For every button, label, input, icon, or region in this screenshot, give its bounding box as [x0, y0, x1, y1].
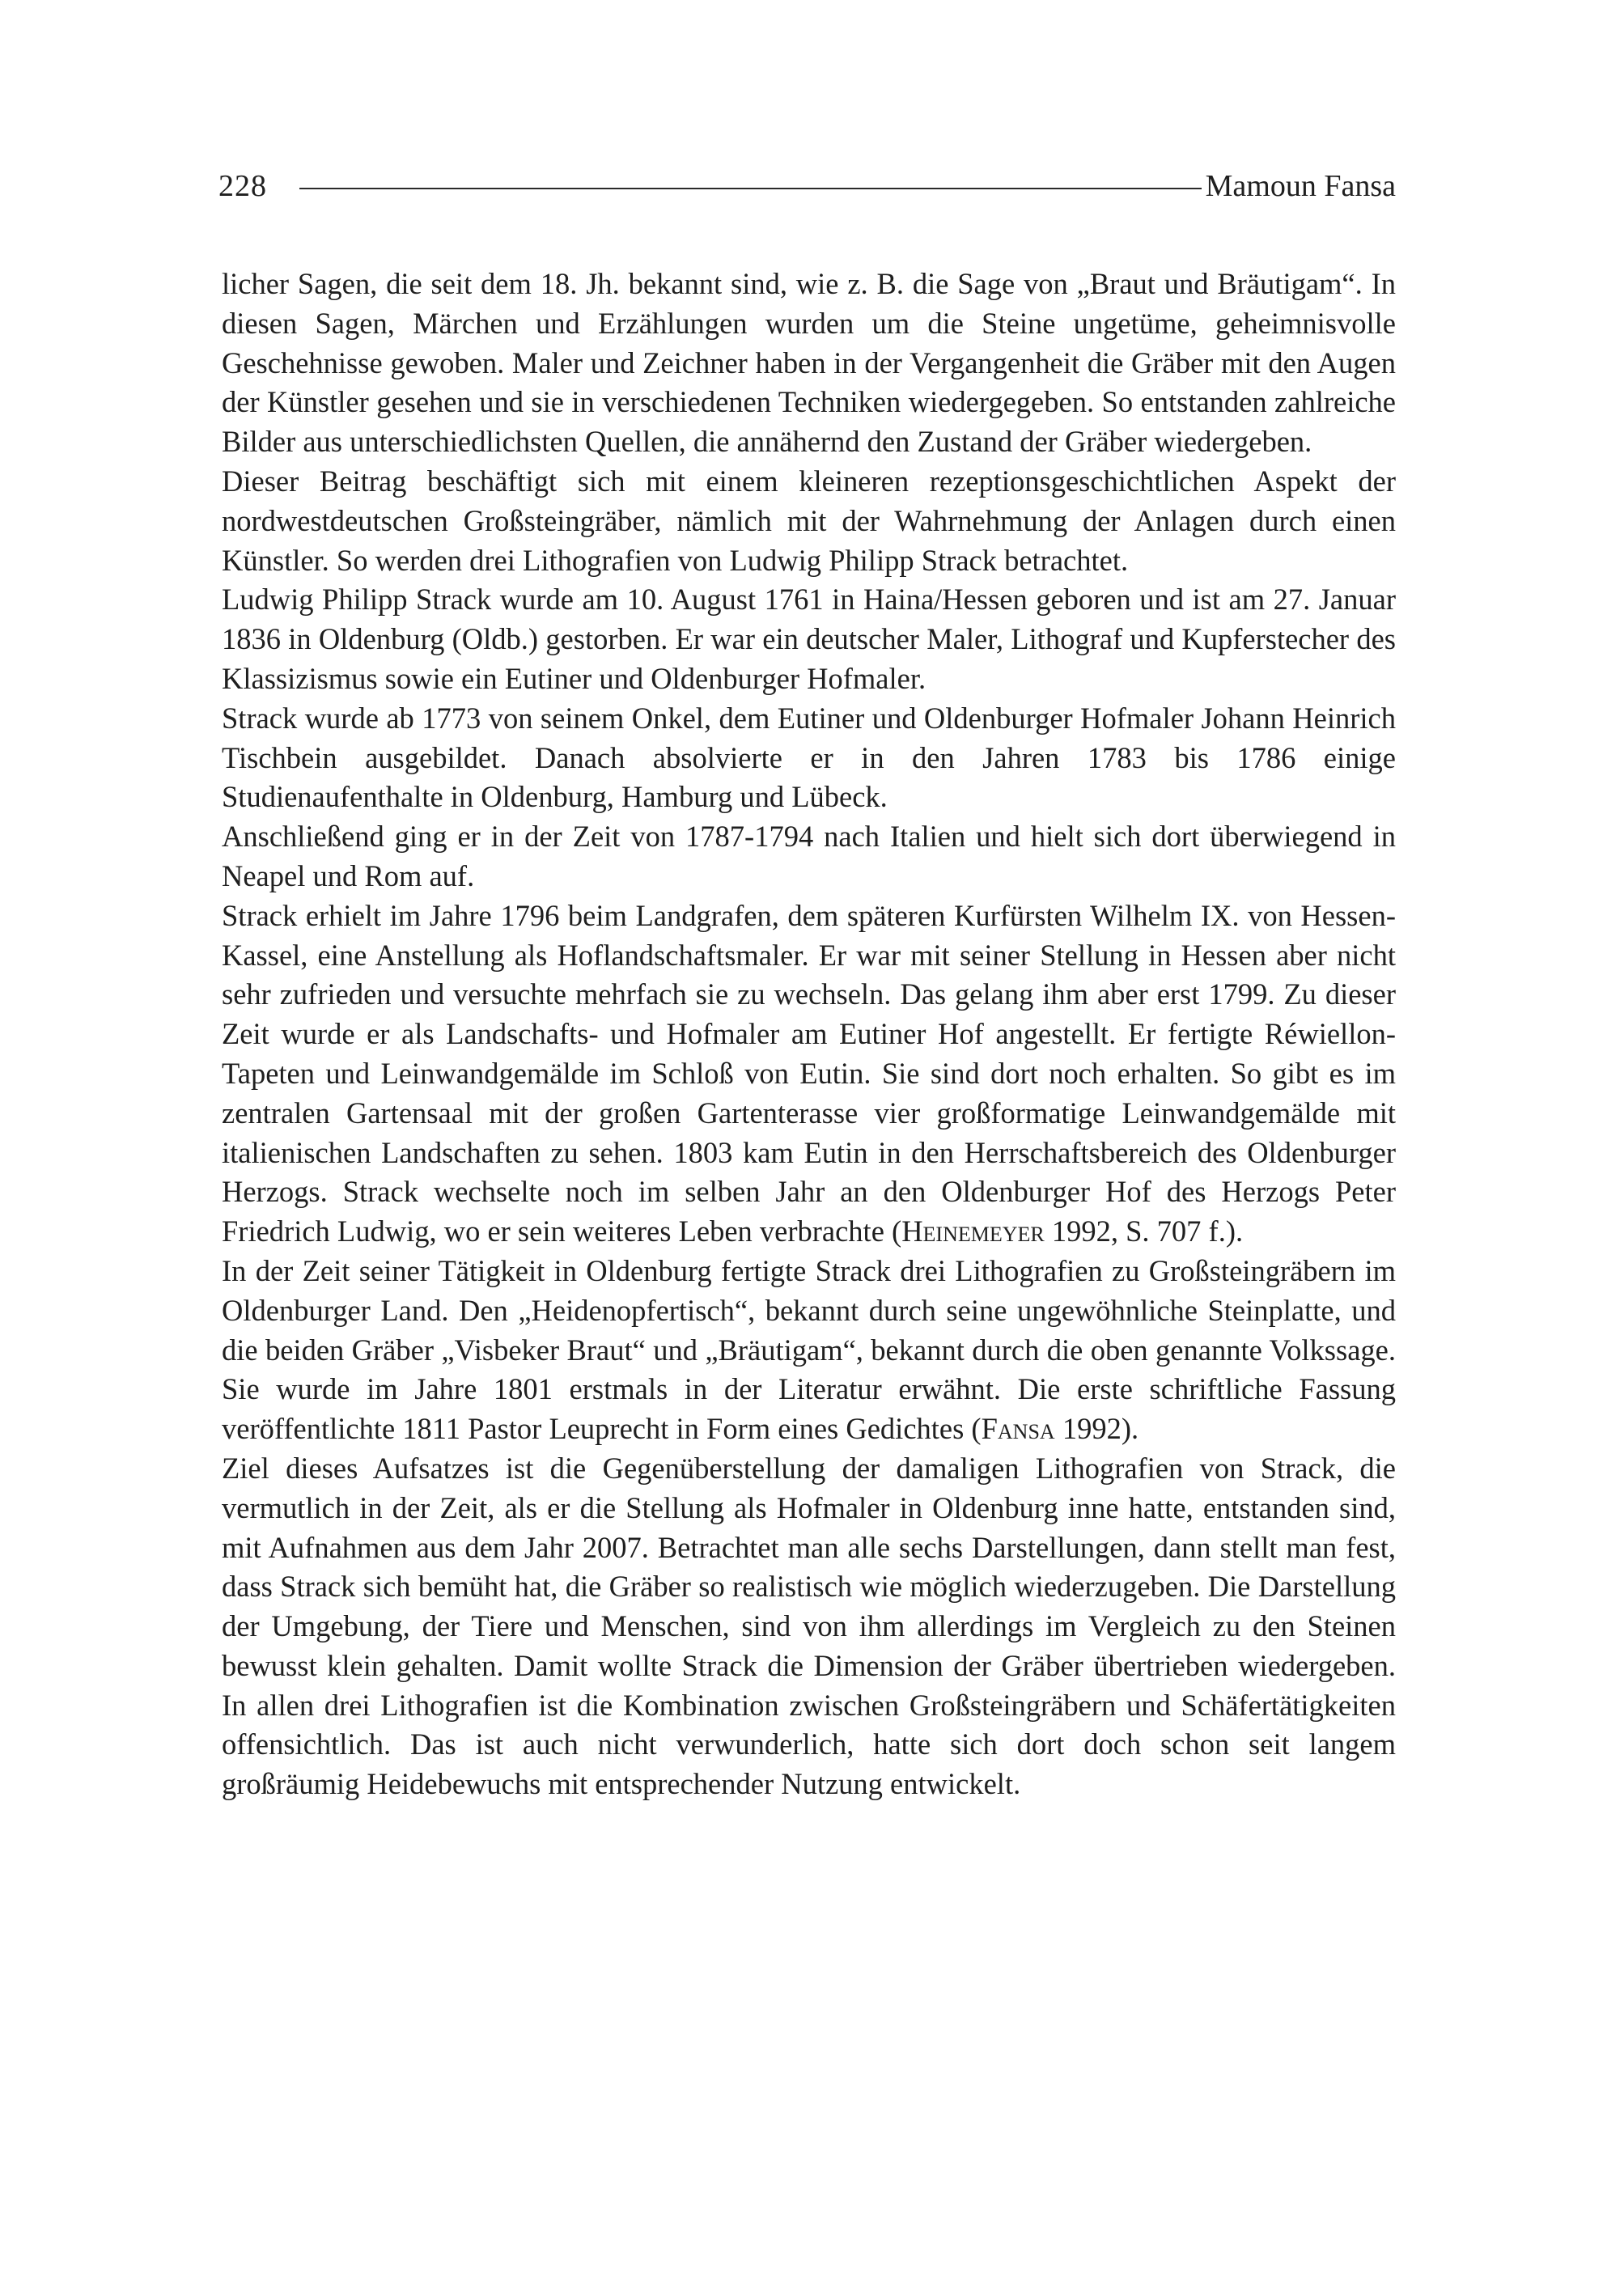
page-number: 228 [218, 169, 267, 203]
citation-author: Fansa [981, 1412, 1055, 1446]
running-header [218, 166, 1396, 214]
paragraph-text: In der Zeit seiner Tätigkeit in Oldenburg fertigte Strack drei Lithografien zu Großsteingräbern im Oldenburger Land. Den „Heidenopfertisch“, bekannt durch seine ungewöhnliche Steinplatte, und die beiden Gräber „Visbeker Braut“ und „Bräutigam“, bekannt durch die oben genannte Volkssage. Sie wurde im Jahre 1801 erstmals in der Literatur erwähnt. Die erste schriftliche Fassung veröffentlichte 1811 Pastor Leuprecht in Form eines Gedichtes ( [222, 1253, 1396, 1446]
paragraph: Dieser Beitrag beschäftigt sich mit einem kleineren rezeptionsgeschichtlichen Aspekt der nordwestdeutschen Großsteingräber, nämlich mit der Wahrnehmung der Anlagen durch einen Künstler. So werden drei Lithografien von Ludwig Philipp Strack betrachtet. [222, 464, 1396, 577]
paragraph [222, 896, 1396, 1252]
paragraph-text: 1992). [1054, 1412, 1139, 1446]
running-head-author: Mamoun Fansa [1205, 169, 1396, 203]
paragraph: Ludwig Philipp Strack wurde am 10. August 1761 in Haina/Hessen geboren und ist am 27. Januar 1836 in Oldenburg (Oldb.) gestorben. Er war ein deutscher Maler, Lithograf und Kupferstecher des Klassizismus sowie ein Eutiner und Oldenburger Hofmaler. [222, 583, 1396, 695]
paragraph: licher Sagen, die seit dem 18. Jh. bekannt sind, wie z. B. die Sage von „Braut und Bräutigam“. In diesen Sagen, Märchen und Erzählungen wurden um die Steine ungetüme, geheimnisvolle Geschehnisse gewoben. Maler und Zeichner haben in der Vergangenheit die Gräber mit den Augen der Künstler gesehen und sie in verschiedenen Techniken wiedergegeben. So entstanden zahlreiche Bilder aus unterschiedlichsten Quellen, die annähernd den Zustand der Gräber wiedergeben. [222, 267, 1396, 459]
paragraph: Strack wurde ab 1773 von seinem Onkel, dem Eutiner und Oldenburger Hofmaler Johann Heinrich Tischbein ausgebildet. Danach absolvierte er in den Jahren 1783 bis 1786 einige Studienaufenthalte in Oldenburg, Hamburg und Lübeck. [222, 701, 1396, 814]
paragraph-text: Strack erhielt im Jahre 1796 beim Landgrafen, dem späteren Kurfürsten Wilhelm IX. von Hessen-Kassel, eine Anstellung als Hoflandschaftsmaler. Er war mit seiner Stellung in Hessen aber nicht sehr zufrieden und versuchte mehrfach sie zu wechseln. Das gelang ihm aber erst 1799. Zu dieser Zeit wurde er als Landschafts- und Hofmaler am Eutiner Hof angestellt. Er fertigte Réwiellon-Tapeten und Leinwandgemälde im Schloß von Eutin. Sie sind dort noch erhalten. So gibt es im zentralen Gartensaal mit der großen Gartenterasse vier großformatige Leinwandgemälde mit italienischen Landschaften zu sehen. 1803 kam Eutin in den Herrschaftsbereich des Oldenburger Herzogs. Strack wechselte noch im selben Jahr an den Oldenburger Hof des Herzogs Peter Friedrich Ludwig, wo er sein weiteres Leben verbrachte ( [222, 898, 1396, 1248]
header-rule [299, 188, 1202, 189]
paragraph-text: 1992, S. 707 f.). [1044, 1214, 1244, 1248]
citation-author: Heinemeyer [901, 1214, 1045, 1248]
paragraph: Anschließend ging er in der Zeit von 1787-1794 nach Italien und hielt sich dort überwiegend in Neapel und Rom auf. [222, 820, 1396, 892]
paragraph: Ziel dieses Aufsatzes ist die Gegenüberstellung der damaligen Lithografien von Strack, die vermutlich in der Zeit, als er die Stellung als Hofmaler in Oldenburg inne hatte, entstanden sind, mit Aufnahmen aus dem Jahr 2007. Betrachtet man alle sechs Darstellungen, dann stellt man fest, dass Strack sich bemüht hat, die Gräber so realistisch wie möglich wiederzugeben. Die Darstellung der Umgebung, der Tiere und Menschen, sind von ihm allerdings im Vergleich zu den Steinen bewusst klein gehalten. Damit wollte Strack die Dimension der Gräber übertrieben wiedergeben. In allen drei Lithografien ist die Kombination zwischen Großsteingräbern und Schäfertätigkeiten offensichtlich. Das ist auch nicht verwunderlich, hatte sich dort doch schon seit langem großräumig Heidebewuchs mit entsprechender Nutzung entwickelt. [222, 1451, 1396, 1801]
paragraph [222, 1252, 1396, 1449]
body-text [222, 265, 1396, 1804]
